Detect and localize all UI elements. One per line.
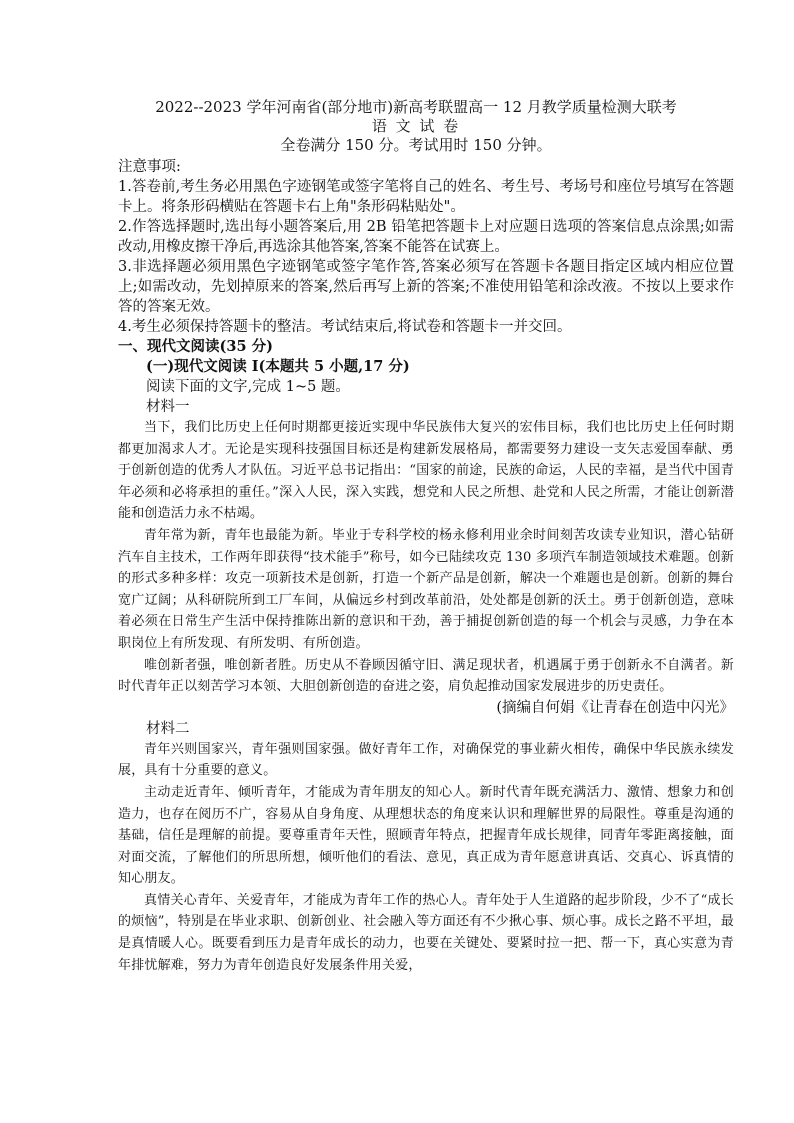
note-item: 2.作答选择题时,选出每小题答案后,用 2B 铅笔把答题卡上对应题日选项的答案信息点涂黑;如需改动,用橡皮擦干净后,再选涂其他答案,答案不能答在试赛上。 <box>118 219 734 255</box>
subsection-heading: (一)现代文阅读 I(本题共 5 小题,17 分) <box>146 358 410 375</box>
note-item: 4.考生必须保持答题卡的整洁。考试结束后,将试卷和答题卡一并交回。 <box>118 319 572 335</box>
material-1-source: (摘编自何娟《让青春在创造中闪光》 <box>496 699 734 716</box>
material-2-paragraph: 真情关心青年、关爱青年，才能成为青年工作的热心人。青年处于人生道路的起步阶段，少不了“成长的烦恼”，特别是在毕业求职、创新创业、社会融入等方面还有不少揪心事、烦心事。成长之路不平坦，最是真情暖人心。既要看到压力是青年成长的动力，也要在关键处、要紧时拉一把、帮一下，真心实意为青年排忧解难，努力为青年创造良好发展条件用关爱， <box>118 892 734 973</box>
material-1-paragraph: 青年常为新，青年也最能为新。毕业于专科学校的杨永修利用业余时间刻苦攻读专业知识，潜心钻研汽车自主技术，工作两年即获得“技术能手”称号，如今已陆续攻克 130 多项汽车制造领域技术难题。创新的形式多种多样：攻克一项新技术是创新，打造一个新产品是创新，解决一个难题也是创新。创新的舞台宽广辽阔；从科研院所到工厂车间，从偏远乡村到改革前沿，处处都是创新的沃土。勇于创新创造，意味着必须在日常生产生活中保持推陈出新的意识和干劲，善于捕捉创新创造的每一个机会与灵感，力争在本职岗位上有所发现、有所发明、有所创造。 <box>118 527 734 651</box>
notes-heading: 注意事项: <box>118 159 181 175</box>
material-1-paragraph: 唯创新者强，唯创新者胜。历史从不眷顾因循守旧、满足现状者，机遇属于勇于创新永不自满者。新时代青年正以刻苦学习本领、大胆创新创造的奋进之姿，肩负起推动国家发展进步的历史责任。 <box>118 657 734 695</box>
material-1-label: 材料一 <box>146 399 190 415</box>
score-line: 全卷满分 150 分。考试用时 150 分钟。 <box>280 136 552 154</box>
reading-instruction: 阅读下面的文字,完成 1~5 题。 <box>146 379 350 395</box>
note-item: 3.非选择题必须用黑色字迹钢笔或签字笔作答,答案必须写在答题卡各题目指定区域内相应位置上;如需改动，先划掉原来的答案,然后再写上新的答案;不准使用铅笔和涂改液。不按以上要求作答的答案无效。 <box>118 259 734 315</box>
note-item: 1.答卷前,考生务必用黑色字迹钢笔或签字笔将自己的姓名、考生号、考场号和座位号填写在答题卡上。将条形码横贴在答题卡右上角"条形码粘贴处"。 <box>118 179 734 215</box>
exam-title: 2022--2023 学年河南省(部分地市)新高考联盟高一 12 月教学质量检测大联考 <box>155 98 677 116</box>
exam-subtitle: 语 文 试 卷 <box>371 117 461 135</box>
material-2-label: 材料二 <box>146 720 190 737</box>
section-heading: 一、现代文阅读(35 分) <box>118 338 273 355</box>
material-1-paragraph: 当下，我们比历史上任何时期都更接近实现中华民族伟大复兴的宏伟目标，我们也比历史上任何时期都更加渴求人才。无论是实现科技强国目标还是构建新发展格局，都需要努力建设一支矢志爱国奉献、勇于创新创造的优秀人才队伍。习近平总书记指出：“国家的前途，民族的命运，人民的幸福，是当代中国青年必须和必将承担的重任。”深入人民，深入实践，想党和人民之所想、赴党和人民之所需，才能让创新潜能和创造活力永不枯竭。 <box>118 420 734 522</box>
material-2-paragraph: 青年兴则国家兴，青年强则国家强。做好青年工作，对确保党的事业薪火相传，确保中华民族永续发展，具有十分重要的意义。 <box>118 741 734 779</box>
material-2-paragraph: 主动走近青年、倾听青年，才能成为青年朋友的知心人。新时代青年既充满活力、激情、想象力和创造力，也存在阅历不广，容易从自身角度、从理想状态的角度来认识和理解世界的局限性。尊重是沟通的基础，信任是理解的前提。要尊重青年天性，照顾青年特点，把握青年成长规律，同青年零距离接触，面对面交流，了解他们的所思所想，倾听他们的看法、意见，真正成为青年愿意讲真话、交真心、诉真情的知心朋友。 <box>118 784 734 887</box>
